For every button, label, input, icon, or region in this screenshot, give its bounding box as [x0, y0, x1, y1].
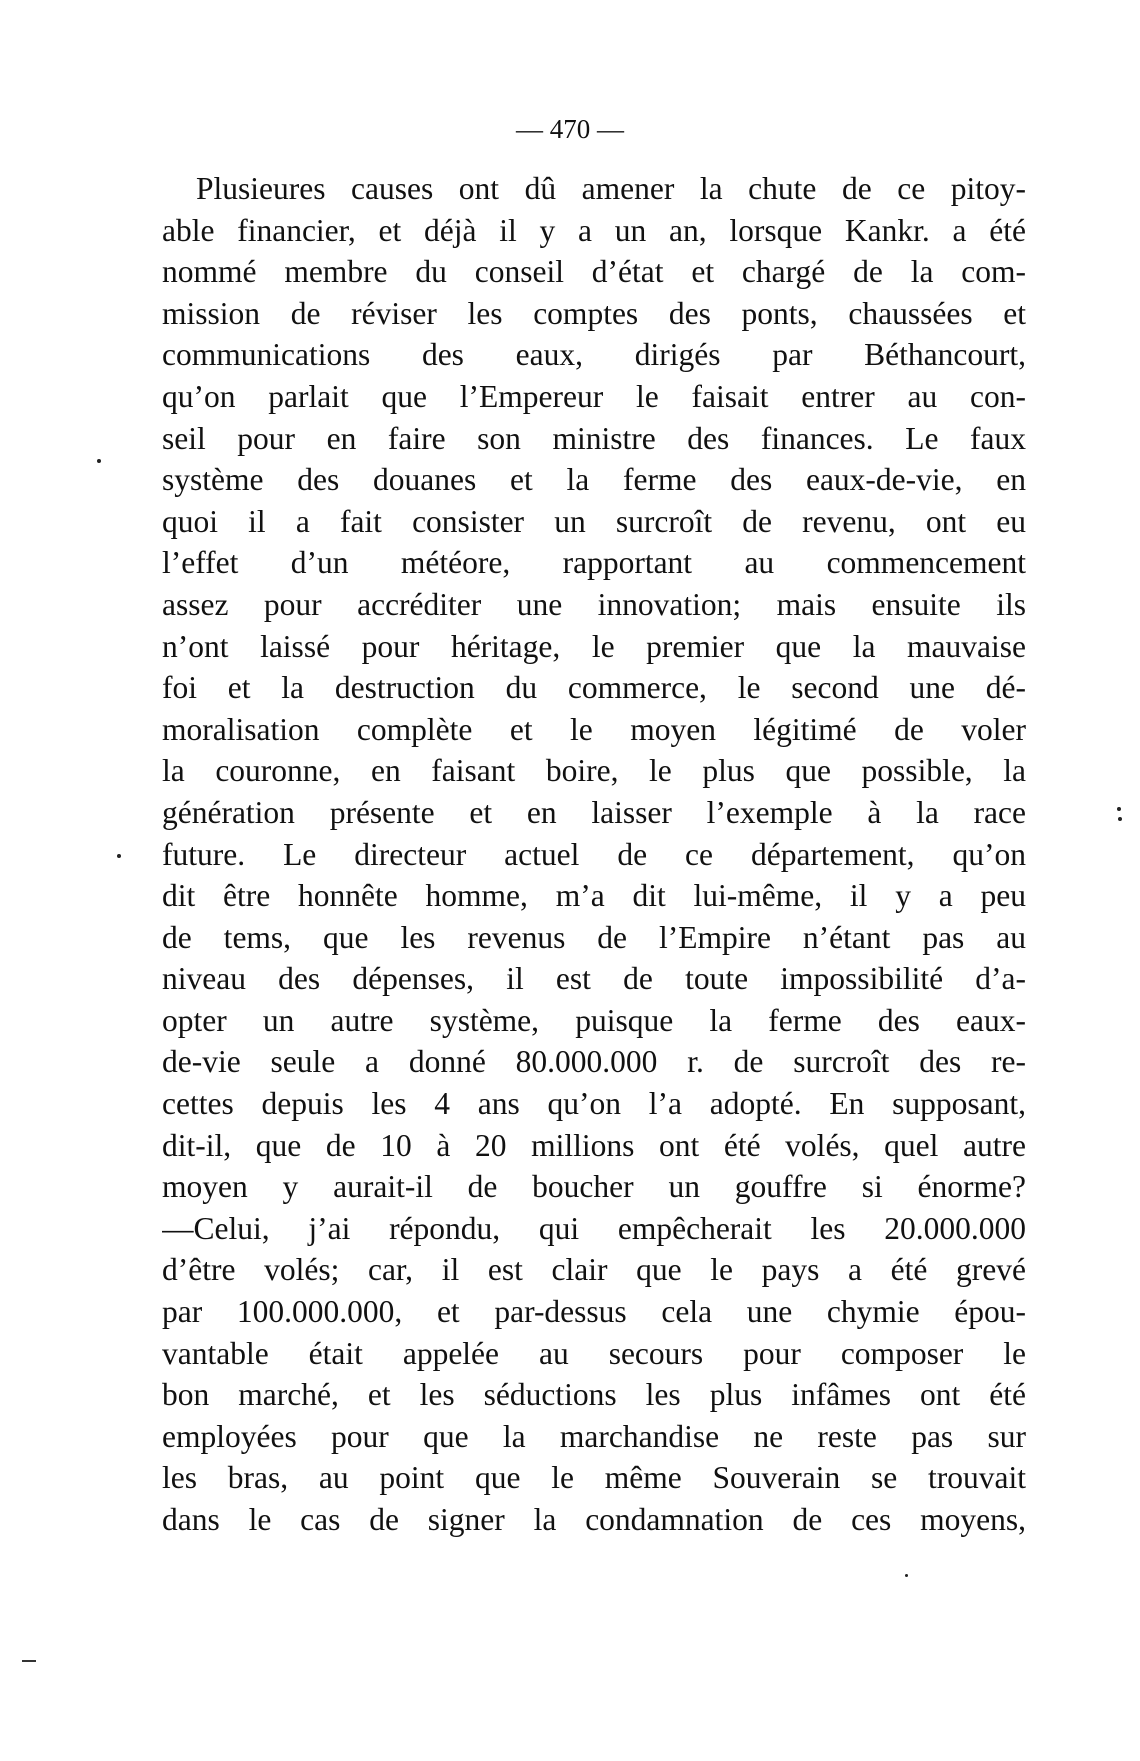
- text-line: de tems, que les revenus de l’Empire n’étant pas au: [162, 919, 1026, 955]
- text-line: niveau des dépenses, il est de toute impossibilité d’a-: [162, 961, 1026, 997]
- text-line: vantable était appelée au secours pour composer le: [162, 1335, 1026, 1371]
- text-line: par 100.000.000, et par-dessus cela une chymie épou-: [162, 1294, 1026, 1330]
- text-line: dans le cas de signer la condamnation de ces moyens,: [162, 1502, 1026, 1537]
- text-line: seil pour en faire son ministre des finances. Le faux: [162, 420, 1026, 456]
- scan-speck: [1117, 807, 1121, 811]
- text-line: système des douanes et la ferme des eaux-de-vie, en: [162, 462, 1026, 498]
- text-line: l’effet d’un météore, rapportant au commencement: [162, 545, 1026, 581]
- scan-speck: [905, 1574, 908, 1577]
- page-number: — 470 —: [516, 114, 624, 144]
- text-line: de-vie seule a donné 80.000.000 r. de surcroît des re-: [162, 1044, 1026, 1080]
- text-line: able financier, et déjà il y a un an, lorsque Kankr. a été: [162, 212, 1026, 248]
- text-line: foi et la destruction du commerce, le second une dé-: [162, 670, 1026, 706]
- text-line: moralisation complète et le moyen légitimé de voler: [162, 711, 1026, 747]
- text-line: moyen y aurait-il de boucher un gouffre si énorme?: [162, 1169, 1026, 1205]
- text-line: dit-il, que de 10 à 20 millions ont été volés, quel autre: [162, 1127, 1026, 1163]
- scan-speck: [97, 459, 101, 463]
- text-line: quoi il a fait consister un surcroît de revenu, ont eu: [162, 503, 1026, 539]
- text-line: la couronne, en faisant boire, le plus que possible, la: [162, 753, 1026, 789]
- scan-mark: [22, 1660, 36, 1662]
- text-line: les bras, au point que le même Souverain se trouvait: [162, 1460, 1026, 1496]
- scan-speck: [1118, 817, 1122, 821]
- text-line: employées pour que la marchandise ne reste pas sur: [162, 1418, 1026, 1454]
- text-line: nommé membre du conseil d’état et chargé de la com-: [162, 254, 1026, 290]
- text-line: bon marché, et les séductions les plus infâmes ont été: [162, 1377, 1026, 1413]
- body-text: [162, 168, 1026, 1541]
- text-line: qu’on parlait que l’Empereur le faisait entrer au con-: [162, 378, 1026, 414]
- text-line: cettes depuis les 4 ans qu’on l’a adopté. En supposant,: [162, 1086, 1026, 1122]
- text-line: communications des eaux, dirigés par Béthancourt,: [162, 337, 1026, 373]
- text-line: mission de réviser les comptes des ponts, chaussées et: [162, 295, 1026, 331]
- text-line: d’être volés; car, il est clair que le pays a été grevé: [162, 1252, 1026, 1288]
- text-line: opter un autre système, puisque la ferme des eaux-: [162, 1002, 1026, 1038]
- scan-speck: [117, 854, 121, 858]
- text-line: génération présente et en laisser l’exemple à la race: [162, 794, 1026, 830]
- text-line: n’ont laissé pour héritage, le premier que la mauvaise: [162, 628, 1026, 664]
- text-line: —Celui, j’ai répondu, qui empêcherait les 20.000.000: [162, 1210, 1026, 1246]
- text-line: assez pour accréditer une innovation; mais ensuite ils: [162, 586, 1026, 622]
- text-line: dit être honnête homme, m’a dit lui-même, il y a peu: [162, 878, 1026, 914]
- text-line: future. Le directeur actuel de ce département, qu’on: [162, 836, 1026, 872]
- text-line: Plusieures causes ont dû amener la chute de ce pitoy-: [196, 171, 1026, 206]
